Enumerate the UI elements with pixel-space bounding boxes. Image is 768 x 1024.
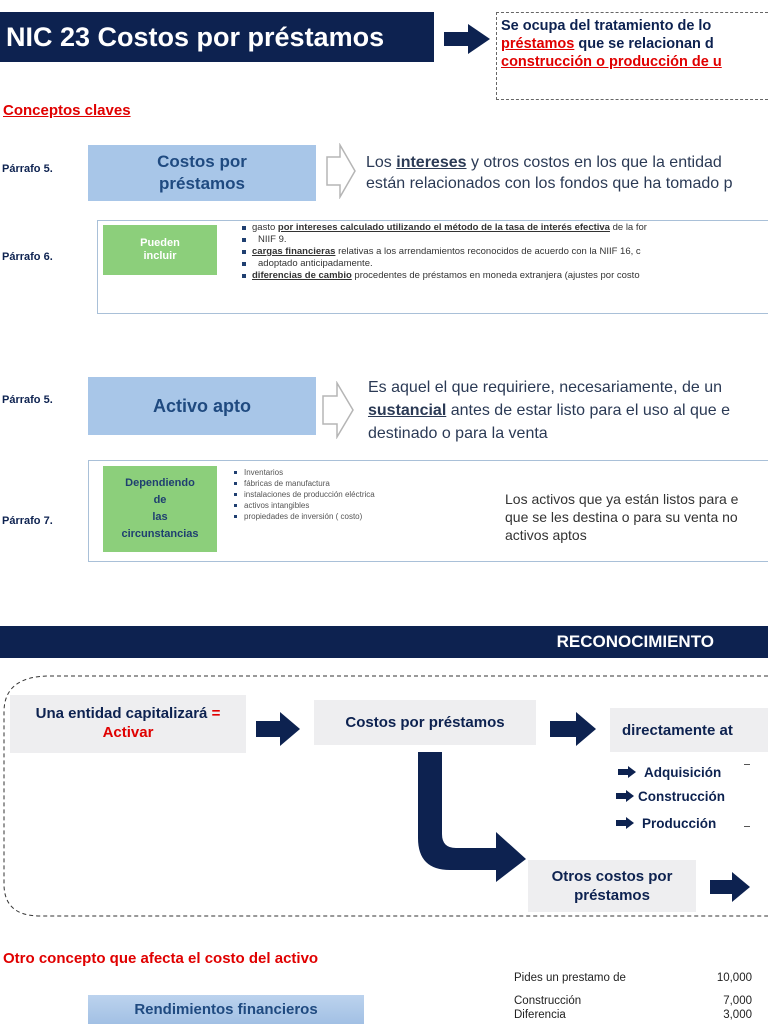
box-line: circunstancias <box>121 528 199 540</box>
outline-arrow-icon <box>326 143 356 199</box>
tick <box>744 826 750 827</box>
list-item: Inventarios <box>232 467 375 478</box>
page-title: NIC 23 Costos por préstamos <box>0 12 434 62</box>
entidad-text: Una entidad capitalizará <box>35 705 208 722</box>
table-row <box>514 1008 752 1022</box>
row-label: Pides un prestamo de <box>514 972 626 984</box>
def-text: destinado o para la venta <box>368 425 548 442</box>
def-text: Los <box>366 154 397 171</box>
box-line: Dependiendo <box>125 477 195 489</box>
reconocimiento-header: RECONOCIMIENTO <box>0 626 768 658</box>
table-row <box>514 972 752 984</box>
list-label: Adquisición <box>644 764 722 780</box>
parrafo-label: Párrafo 7. <box>2 515 53 527</box>
activos-note <box>505 490 768 544</box>
parrafo-label: Párrafo 5. <box>2 394 53 406</box>
incluir-list <box>240 222 768 282</box>
rendimientos-box: Rendimientos financieros <box>88 995 364 1024</box>
def-text: y otros costos en los que la entidad <box>466 154 722 171</box>
down-right-curved-arrow-icon <box>416 752 528 882</box>
circunstancias-box <box>103 466 217 552</box>
otro-concepto-heading: Otro concepto que afecta el costo del activo <box>3 950 319 967</box>
list-label: Producción <box>642 815 717 831</box>
summary-line-2: que se relacionan d <box>574 36 714 52</box>
tick <box>744 764 750 765</box>
activo-apto-box: Activo apto <box>88 377 316 435</box>
summary-line-3: construcción o producción de u <box>501 54 722 70</box>
table-row <box>514 994 752 1008</box>
list-item: gasto por intereses calculado utilizando el método de la tasa de interés efectiva de la for <box>240 222 768 234</box>
list-item: activos intangibles <box>232 500 375 511</box>
costos-definition <box>366 152 768 194</box>
activar-text: Activar <box>102 724 154 741</box>
entidad-box <box>10 695 246 753</box>
costos-prestamos-box: Costos por préstamos <box>88 145 316 201</box>
list-item: diferencias de cambio procedentes de préstamos en moneda extranjera (ajustes por costo <box>240 270 768 282</box>
arrow-right-icon <box>710 872 750 902</box>
row-value: 3,000 <box>723 1009 752 1021</box>
def-text: Es aquel el que requiriere, necesariamente, de un <box>368 379 722 396</box>
list-item <box>616 808 725 838</box>
activo-definition <box>368 376 768 445</box>
arrow-right-icon <box>618 766 636 778</box>
row-label: Construcción <box>514 995 582 1007</box>
list-item: adoptado anticipadamente. <box>240 258 768 270</box>
parrafo-label: Párrafo 6. <box>2 251 53 263</box>
list-item: fábricas de manufactura <box>232 478 375 489</box>
def-text: están relacionados con los fondos que ha tomado p <box>366 175 733 192</box>
equals-sign: = <box>211 705 221 722</box>
directamente-box: directamente at <box>610 708 768 752</box>
summary-box <box>496 12 768 100</box>
row-label: Diferencia <box>514 1009 566 1021</box>
arrow-right-icon <box>616 817 634 829</box>
loan-table <box>514 972 752 1022</box>
costos-prestamos-box: Costos por préstamos <box>314 700 536 745</box>
arrow-right-icon <box>256 712 300 746</box>
box-line: de <box>153 494 167 506</box>
parrafo-label: Párrafo 5. <box>2 163 53 175</box>
def-keyword: intereses <box>396 154 467 171</box>
summary-line-1: Se ocupa del tratamiento de lo <box>501 18 712 34</box>
direct-list <box>616 760 725 838</box>
list-label: Construcción <box>638 788 726 804</box>
note-line: que se les destina o para su venta no <box>505 509 738 525</box>
summary-keyword: préstamos <box>501 36 575 52</box>
list-item: instalaciones de producción eléctrica <box>232 489 375 500</box>
conceptos-heading: Conceptos claves <box>3 102 131 119</box>
arrow-right-icon <box>550 712 596 746</box>
list-item <box>618 760 725 784</box>
box-line: las <box>152 511 168 523</box>
outline-arrow-icon <box>322 381 354 439</box>
note-line: Los activos que ya están listos para e <box>505 491 739 507</box>
note-line: activos aptos <box>505 527 587 543</box>
otros-costos-box: Otros costos por préstamos <box>528 860 696 912</box>
def-text: antes de estar listo para el uso al que e <box>446 402 730 419</box>
row-value: 10,000 <box>716 972 752 984</box>
row-value: 7,000 <box>723 995 752 1007</box>
list-item <box>616 784 725 808</box>
list-item: propiedades de inversión ( costo) <box>232 511 375 522</box>
arrow-right-icon <box>616 790 634 802</box>
arrow-right-icon <box>444 24 490 54</box>
list-item: NIIF 9. <box>240 234 768 246</box>
pueden-incluir-box: Pueden incluir <box>103 225 217 275</box>
def-keyword: sustancial <box>368 402 447 419</box>
activos-list <box>232 467 375 522</box>
list-item: cargas financieras relativas a los arrendamientos reconocidos de acuerdo con la NIIF 16, c <box>240 246 768 258</box>
